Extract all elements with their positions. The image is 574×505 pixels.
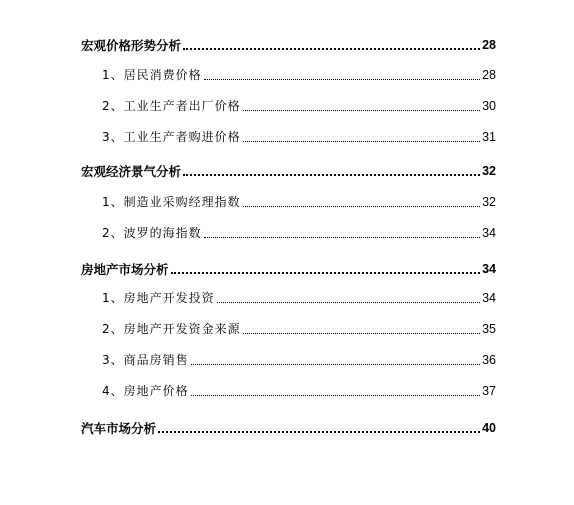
toc-item-title: 2、工业生产者出厂价格 <box>102 99 241 113</box>
toc-item-re-prices[interactable] <box>102 379 496 399</box>
toc-page-number: 37 <box>482 384 496 398</box>
toc-page-number: 40 <box>482 421 496 435</box>
toc-item-title: 4、房地产价格 <box>102 384 189 398</box>
toc-section-macro-climate[interactable] <box>81 159 496 179</box>
toc-dot-leader <box>217 301 480 303</box>
toc-dot-leader <box>243 332 480 334</box>
toc-dot-leader <box>158 430 480 433</box>
toc-page-number: 35 <box>482 322 496 336</box>
toc-dot-leader <box>183 173 480 176</box>
toc-item-re-funding[interactable] <box>102 317 496 337</box>
toc-page-number: 34 <box>482 226 496 240</box>
toc-section-auto-market[interactable] <box>81 416 496 436</box>
toc-dot-leader <box>191 394 480 396</box>
toc-page-number: 32 <box>482 195 496 209</box>
toc-item-title: 1、房地产开发投资 <box>102 291 215 305</box>
toc-dot-leader <box>204 236 480 238</box>
toc-section-macro-price[interactable] <box>81 33 496 53</box>
toc-dot-leader <box>183 47 480 50</box>
toc-item-ppi[interactable] <box>102 94 496 114</box>
toc-section-title: 宏观经济景气分析 <box>81 164 182 179</box>
toc-item-cpi[interactable] <box>102 63 496 83</box>
toc-dot-leader <box>171 271 481 274</box>
toc-section-real-estate[interactable] <box>81 257 496 277</box>
toc-item-title: 2、房地产开发资金来源 <box>102 322 241 336</box>
toc-section-title: 房地产市场分析 <box>81 262 169 277</box>
toc-item-ppirm[interactable] <box>102 125 496 145</box>
toc-item-title: 3、商品房销售 <box>102 353 189 367</box>
toc-dot-leader <box>243 109 480 111</box>
toc-page-number: 31 <box>482 130 496 144</box>
toc-item-title: 2、波罗的海指数 <box>102 226 202 240</box>
toc-page-number: 34 <box>482 262 496 276</box>
toc-item-title: 3、工业生产者购进价格 <box>102 130 241 144</box>
toc-page-number: 36 <box>482 353 496 367</box>
toc-page-number: 32 <box>482 164 496 178</box>
toc-dot-leader <box>204 78 480 80</box>
toc-page-number: 34 <box>482 291 496 305</box>
toc-item-pmi[interactable] <box>102 190 496 210</box>
toc-item-housing-sales[interactable] <box>102 348 496 368</box>
toc-dot-leader <box>243 140 480 142</box>
toc-item-re-investment[interactable] <box>102 286 496 306</box>
toc-page-number: 30 <box>482 99 496 113</box>
toc-item-title: 1、制造业采购经理指数 <box>102 195 241 209</box>
toc-section-title: 汽车市场分析 <box>81 421 157 436</box>
toc-dot-leader <box>243 205 480 207</box>
toc-page-number: 28 <box>482 38 496 52</box>
toc-item-title: 1、居民消费价格 <box>102 68 202 82</box>
toc-item-baltic-index[interactable] <box>102 221 496 241</box>
toc-page-number: 28 <box>482 68 496 82</box>
toc-dot-leader <box>191 363 480 365</box>
toc-section-title: 宏观价格形势分析 <box>81 38 182 53</box>
